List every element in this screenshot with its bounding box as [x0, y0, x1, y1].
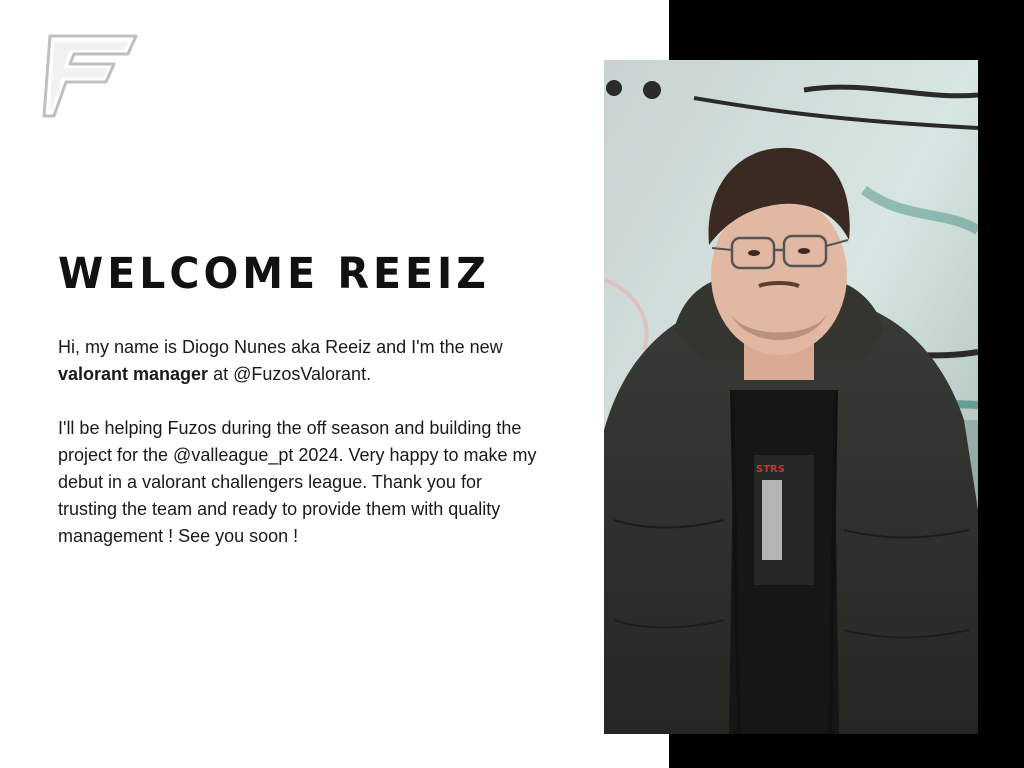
intro-text-block	[58, 334, 538, 577]
body-paragraph: I'll be helping Fuzos during the off season and building the project for the @valleague_pt 2024. Very happy to make my debut in a valorant challengers league. Thank you for trusting the team and ready to provide them with quality management ! See you soon !	[58, 418, 537, 546]
intro-role-bold: valorant manager	[58, 364, 209, 384]
portrait-photo	[604, 60, 978, 734]
intro-text-1: Hi, my name is Diogo Nunes aka Reeiz and I'm the new	[58, 337, 503, 357]
svg-text:STRS: STRS	[756, 464, 785, 475]
intro-paragraph	[58, 334, 538, 388]
intro-text-2: at @FuzosValorant.	[208, 364, 372, 384]
fuzos-logo-icon	[40, 28, 140, 124]
page-title: WELCOME REEIZ	[58, 248, 490, 299]
